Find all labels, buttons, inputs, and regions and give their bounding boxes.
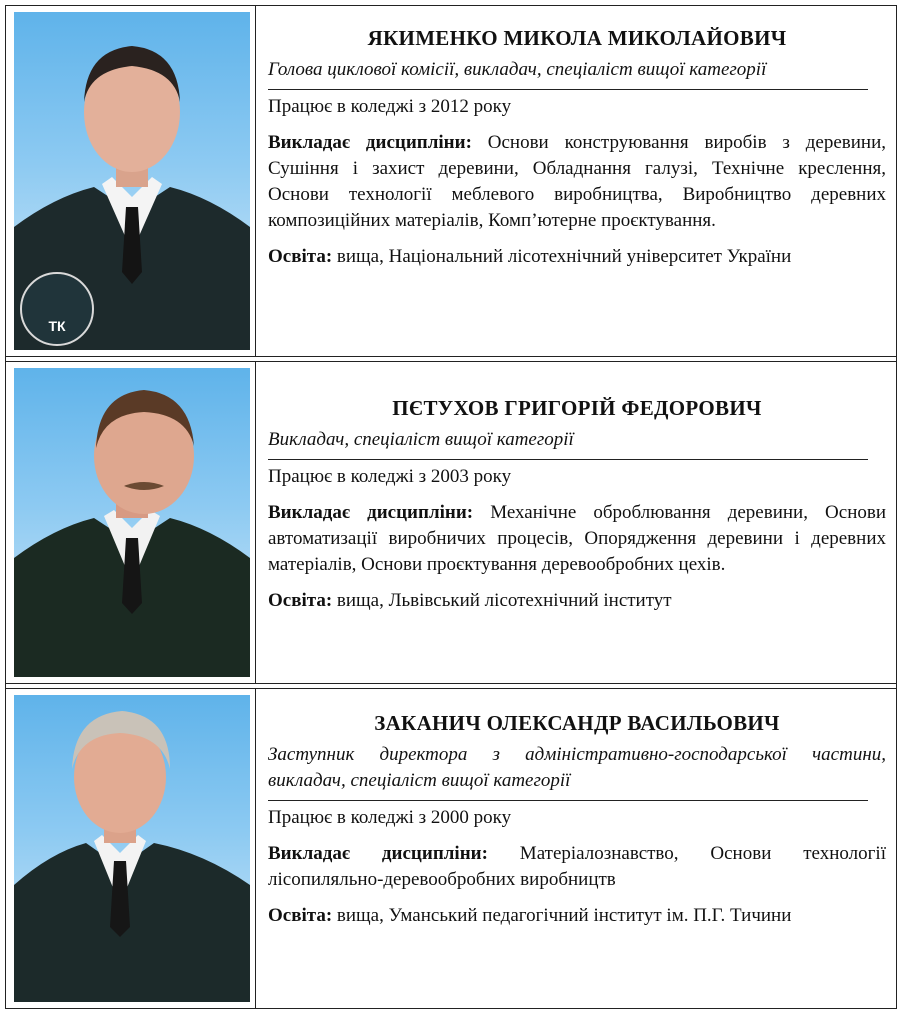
person-position: Голова циклової комісії, викладач, спеціаліст вищої категорії: [268, 59, 767, 80]
divider-line: [268, 83, 868, 90]
disciplines-label: Викладає дисципліни:: [268, 132, 472, 153]
work-since: Працює в коледжі з 2003 року: [268, 466, 512, 487]
divider-line: [268, 794, 868, 801]
education-text: вища, Національний лісотехнічний університет України: [332, 246, 792, 267]
disciplines-label: Викладає дисципліни:: [268, 502, 474, 523]
photo-cell: [6, 689, 256, 1008]
education-label: Освіта:: [268, 246, 333, 267]
photo-cell: [6, 362, 256, 683]
disciplines-text: Матеріалознавство, Основи технології лісопиляльно-деревообробних виробництв: [268, 843, 886, 890]
info-cell: [256, 6, 896, 356]
education-label: Освіта:: [268, 590, 333, 611]
education-paragraph: [268, 903, 886, 929]
portrait-photo: [14, 368, 250, 677]
education-paragraph: [268, 244, 886, 270]
work-since: Працює в коледжі з 2012 року: [268, 96, 512, 117]
college-logo-icon: [20, 272, 94, 346]
info-cell: [256, 689, 896, 1008]
education-text: вища, Львівський лісотехнічний інститут: [332, 590, 672, 611]
education-paragraph: [268, 588, 886, 614]
disciplines-paragraph: [268, 130, 886, 234]
staff-row: [6, 688, 896, 1008]
person-name: ПЄТУХОВ ГРИГОРІЙ ФЕДОРОВИЧ: [392, 396, 762, 420]
person-name: ЗАКАНИЧ ОЛЕКСАНДР ВАСИЛЬОВИЧ: [374, 711, 780, 735]
disciplines-text: Основи конструювання виробів з деревини, Сушіння і захист деревини, Обладнання галузі, Технічне креслення, Основи технології меблевого виробництва, Виробництво деревних композиційних матеріалів, Комп’ютерне проєктування.: [268, 132, 887, 231]
work-since: Працює в коледжі з 2000 року: [268, 807, 512, 828]
photo-cell: [6, 6, 256, 356]
staff-row: [6, 6, 896, 357]
portrait-photo: [14, 695, 250, 1002]
info-cell: [256, 362, 896, 683]
disciplines-paragraph: [268, 841, 886, 893]
disciplines-paragraph: [268, 500, 886, 578]
staff-row: [6, 361, 896, 684]
education-text: вища, Уманський педагогічний інститут ім. П.Г. Тичини: [332, 905, 792, 926]
person-name: ЯКИМЕНКО МИКОЛА МИКОЛАЙОВИЧ: [367, 26, 787, 50]
person-position: Заступник директора з адміністративно-господарської частини, викладач, спеціаліст вищої категорії: [268, 744, 886, 791]
divider-line: [268, 453, 868, 460]
person-portrait-icon: [14, 695, 250, 1002]
education-label: Освіта:: [268, 905, 333, 926]
disciplines-text: Механічне оброблювання деревини, Основи автоматизації виробничих процесів, Опорядження деревини і деревних матеріалів, Основи проєктування деревообробних цехів.: [268, 502, 886, 575]
disciplines-label: Викладає дисципліни:: [268, 843, 488, 864]
logo-text: ТК: [48, 318, 66, 334]
person-portrait-icon: [14, 368, 250, 677]
staff-table: [5, 5, 897, 1009]
portrait-photo: [14, 12, 250, 350]
person-position: Викладач, спеціаліст вищої категорії: [268, 429, 574, 450]
